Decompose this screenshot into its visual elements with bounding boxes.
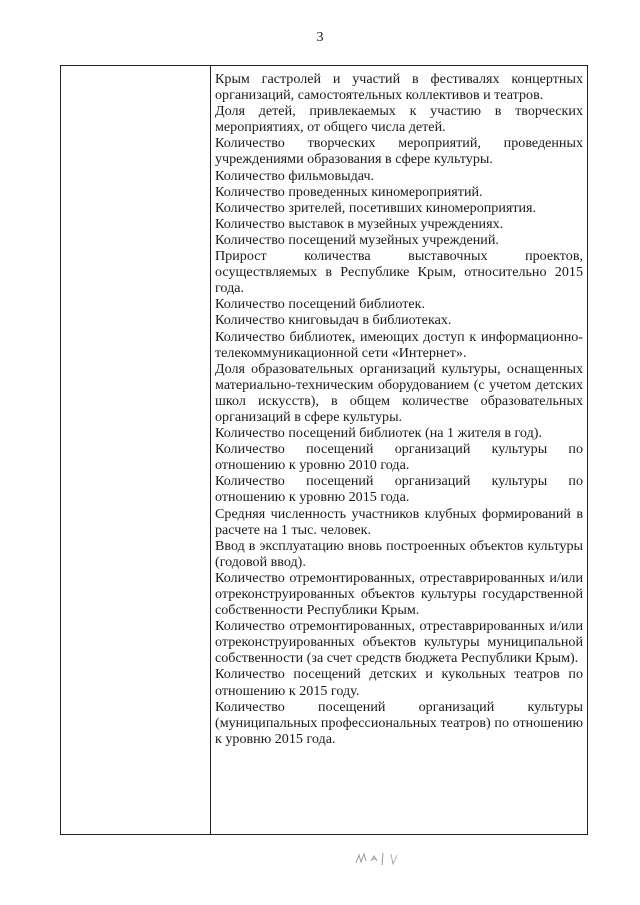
- indicator-item: Количество посещений библиотек.: [215, 296, 426, 313]
- indicator-item: Ввод в эксплуатацию вновь построенных объектов культуры (годовой ввод).: [215, 537, 583, 570]
- indicators-cell: [211, 66, 588, 835]
- indicator-item: Количество проведенных киномероприятий.: [215, 183, 483, 200]
- indicator-item: Количество отремонтированных, отреставрированных и/или отреконструированных объектов культуры государственной собственности Республики Крым.: [215, 569, 583, 619]
- indicator-item: Количество посещений организаций культуры по отношению к уровню 2015 года.: [215, 473, 583, 506]
- indicator-item: Количество посещений библиотек (на 1 жителя в год).: [215, 425, 542, 442]
- indicator-item: Количество отремонтированных, отреставрированных и/или отреконструированных объектов культуры муниципальной собственности (за счет средств бюджета Республики Крым).: [215, 618, 583, 667]
- indicator-item: Количество книговыдач в библиотеках.: [215, 312, 452, 329]
- indicator-item: Количество творческих мероприятий, проведенных учреждениями образования в сфере культуры.: [215, 135, 583, 168]
- indicator-item: Крым гастролей и участий в фестивалях концертных организаций, самостоятельных коллективов и театров.: [215, 71, 583, 104]
- indicator-item: Количество выставок в музейных учреждениях.: [215, 215, 504, 232]
- indicator-item: Количество посещений детских и кукольных театров по отношению к 2015 году.: [215, 666, 583, 699]
- indicator-item: Средняя численность участников клубных формирований в расчете на 1 тыс. человек.: [215, 505, 583, 538]
- indicator-item: Количество библиотек, имеющих доступ к информационно-телекоммуникационной сети «Интернет».: [215, 328, 583, 361]
- indicator-item: Доля образовательных организаций культуры, оснащенных материально-техническим оборудованием (с учетом детских школ искусств), в общем количестве образовательных организаций в сфере культуры.: [215, 360, 583, 425]
- indicator-item: Количество посещений организаций культуры (муниципальных профессиональных театров) по отношению к уровню 2015 года.: [215, 698, 583, 747]
- page-number: 3: [316, 30, 324, 45]
- handwritten-mark: [353, 849, 403, 869]
- table-row: [61, 66, 588, 835]
- left-cell: [61, 66, 211, 835]
- indicator-item: Доля детей, привлекаемых к участию в творческих мероприятиях, от общего числа детей.: [215, 103, 583, 136]
- indicator-item: Количество посещений организаций культуры по отношению к уровню 2010 года.: [215, 441, 583, 474]
- indicator-item: Количество посещений музейных учреждений.: [215, 231, 499, 248]
- indicator-item: Количество зрителей, посетивших киномероприятия.: [215, 199, 537, 216]
- indicator-item: Прирост количества выставочных проектов, осуществляемых в Республике Крым, относительно 2015 года.: [215, 248, 583, 297]
- indicator-item: Количество фильмовыдач.: [215, 167, 375, 184]
- indicators-table: [60, 65, 588, 835]
